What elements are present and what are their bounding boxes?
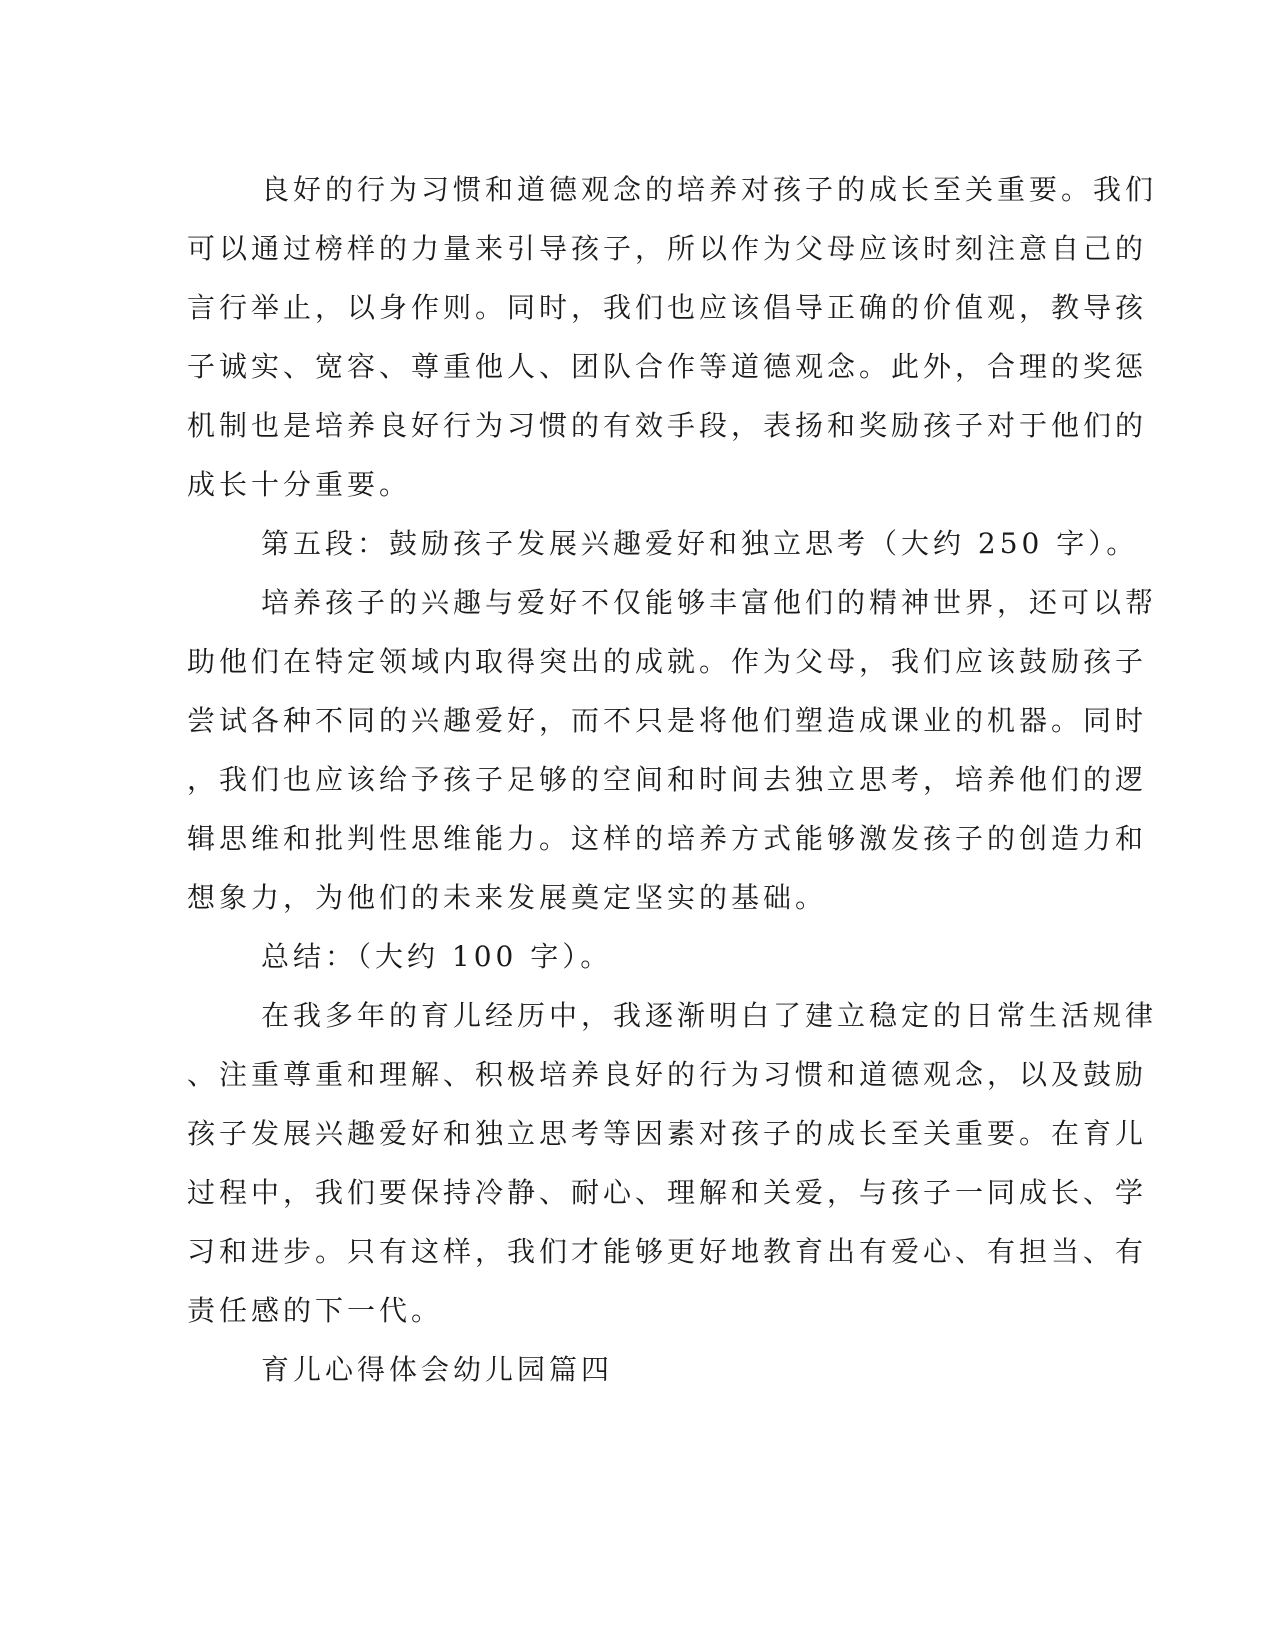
text-line: 尝试各种不同的兴趣爱好，而不只是将他们塑造成课业的机器。同时	[187, 704, 1148, 737]
text-line: 言行举止，以身作则。同时，我们也应该倡导正确的价值观，教导孩	[187, 291, 1148, 324]
text-line: 习和进步。只有这样，我们才能够更好地教育出有爱心、有担当、有	[187, 1235, 1148, 1268]
text-line: 辑思维和批判性思维能力。这样的培养方式能够激发孩子的创造力和	[187, 822, 1148, 855]
chapter-title: 育儿心得体会幼儿园篇四	[261, 1353, 614, 1386]
section-heading: 总结：（大约 100 字）。	[261, 940, 613, 973]
text-line: 子诚实、宽容、尊重他人、团队合作等道德观念。此外，合理的奖惩	[187, 350, 1148, 383]
text-line: 助他们在特定领域内取得突出的成就。作为父母，我们应该鼓励孩子	[187, 645, 1148, 678]
text-line: ，我们也应该给予孩子足够的空间和时间去独立思考，培养他们的逻	[187, 763, 1148, 796]
text-line: 过程中，我们要保持冷静、耐心、理解和关爱，与孩子一同成长、学	[187, 1176, 1148, 1209]
text-line: 在我多年的育儿经历中，我逐渐明白了建立稳定的日常生活规律	[261, 999, 1158, 1032]
text-line: 培养孩子的兴趣与爱好不仅能够丰富他们的精神世界，还可以帮	[261, 586, 1158, 619]
text-line: 想象力，为他们的未来发展奠定坚实的基础。	[187, 881, 828, 914]
text-line: 成长十分重要。	[187, 468, 412, 501]
text-line: 良好的行为习惯和道德观念的培养对孩子的成长至关重要。我们	[261, 173, 1158, 206]
text-line: 责任感的下一代。	[187, 1294, 444, 1327]
section-heading: 第五段：鼓励孩子发展兴趣爱好和独立思考（大约 250 字）。	[261, 527, 1139, 560]
text-line: 孩子发展兴趣爱好和独立思考等因素对孩子的成长至关重要。在育儿	[187, 1117, 1148, 1150]
document-body	[187, 160, 1158, 1399]
text-line: 机制也是培养良好行为习惯的有效手段，表扬和奖励孩子对于他们的	[187, 409, 1148, 442]
text-line: 可以通过榜样的力量来引导孩子，所以作为父母应该时刻注意自己的	[187, 232, 1148, 265]
text-line: 、注重尊重和理解、积极培养良好的行为习惯和道德观念，以及鼓励	[187, 1058, 1148, 1091]
